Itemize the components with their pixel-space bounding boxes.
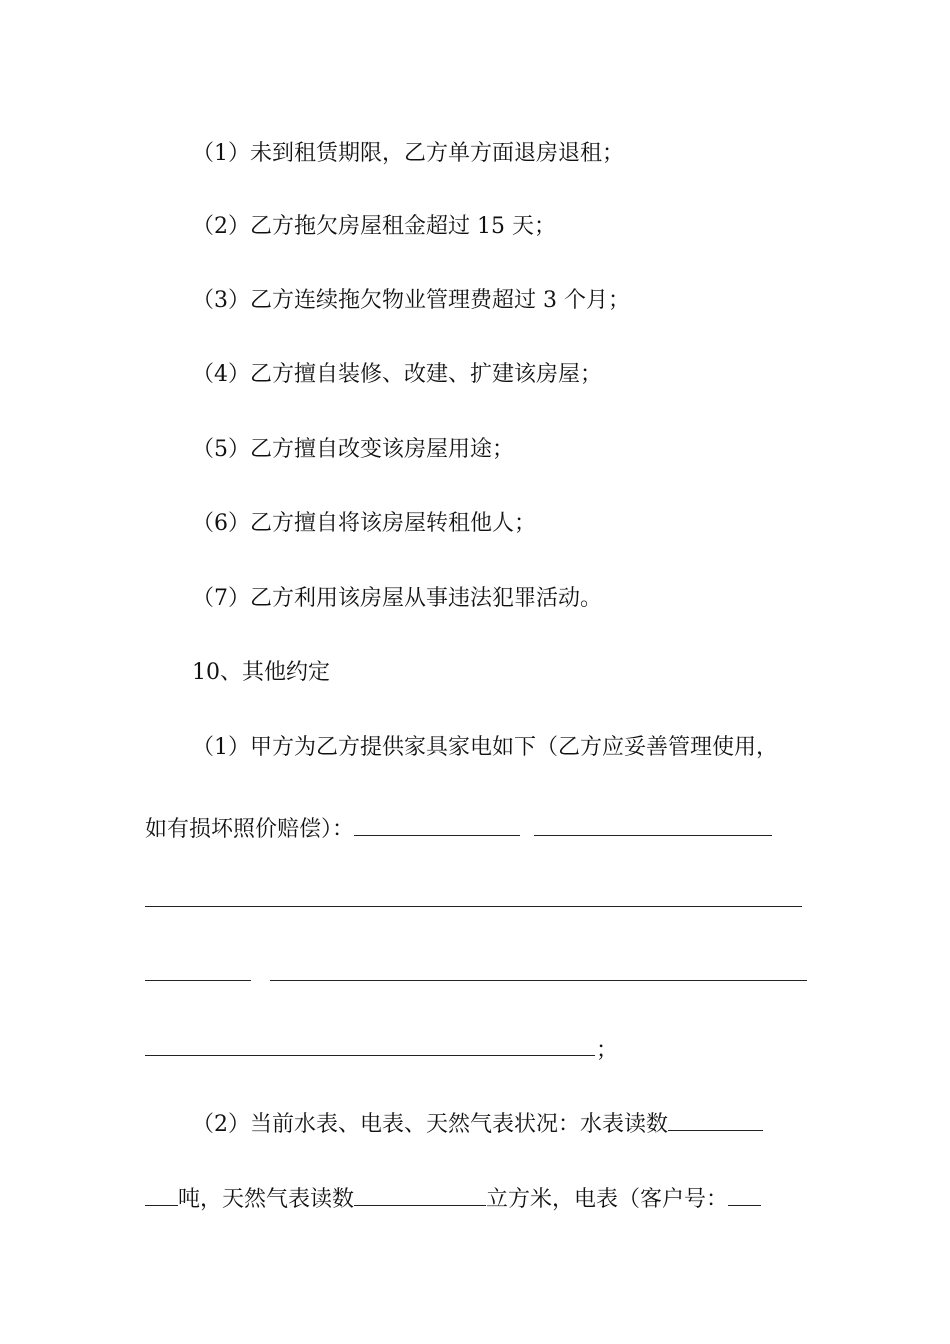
furniture-blank-2 <box>534 813 772 836</box>
list-item-6: （6）乙方擅自将该房屋转租他人； <box>192 511 536 536</box>
list-item-7: （7）乙方利用该房屋从事违法犯罪活动。 <box>192 586 602 611</box>
clause1-line1: （1）甲方为乙方提供家具家电如下（乙方应妥善管理使用， <box>192 735 778 760</box>
furniture-blank-6 <box>145 1055 595 1056</box>
furniture-blank-5 <box>270 980 807 981</box>
clause1-line2-text: 如有损坏照价赔偿）： <box>145 817 355 842</box>
unit-m3-text: 立方米，电表（客户号： <box>486 1187 729 1212</box>
furniture-blank-1 <box>354 813 520 836</box>
clause2-line1 <box>192 1108 763 1140</box>
section-heading: 10、其他约定 <box>192 660 330 685</box>
water-meter-blank-a <box>668 1108 763 1131</box>
furniture-blank-3 <box>145 906 802 907</box>
list-item-1: （1）未到租赁期限，乙方单方面退房退租； <box>192 141 624 166</box>
list-item-2: （2）乙方拖欠房屋租金超过 15 天； <box>192 214 556 239</box>
clause1-line2 <box>145 813 772 845</box>
list-item-5: （5）乙方擅自改变该房屋用途； <box>192 437 514 462</box>
list-item-4: （4）乙方擅自装修、改建、扩建该房屋； <box>192 362 602 387</box>
customer-number-blank <box>728 1183 761 1206</box>
clause1-end-punct: ； <box>596 1038 619 1063</box>
clause2-line1-text: （2）当前水表、电表、天然气表状况：水表读数 <box>192 1112 668 1137</box>
gas-meter-blank <box>354 1183 486 1206</box>
list-item-3: （3）乙方连续拖欠物业管理费超过 3 个月； <box>192 288 630 313</box>
clause2-line2 <box>145 1183 761 1215</box>
unit-ton-text: 吨，天然气表读数 <box>178 1187 355 1212</box>
water-meter-blank-b <box>145 1183 178 1206</box>
furniture-blank-4 <box>145 980 251 981</box>
